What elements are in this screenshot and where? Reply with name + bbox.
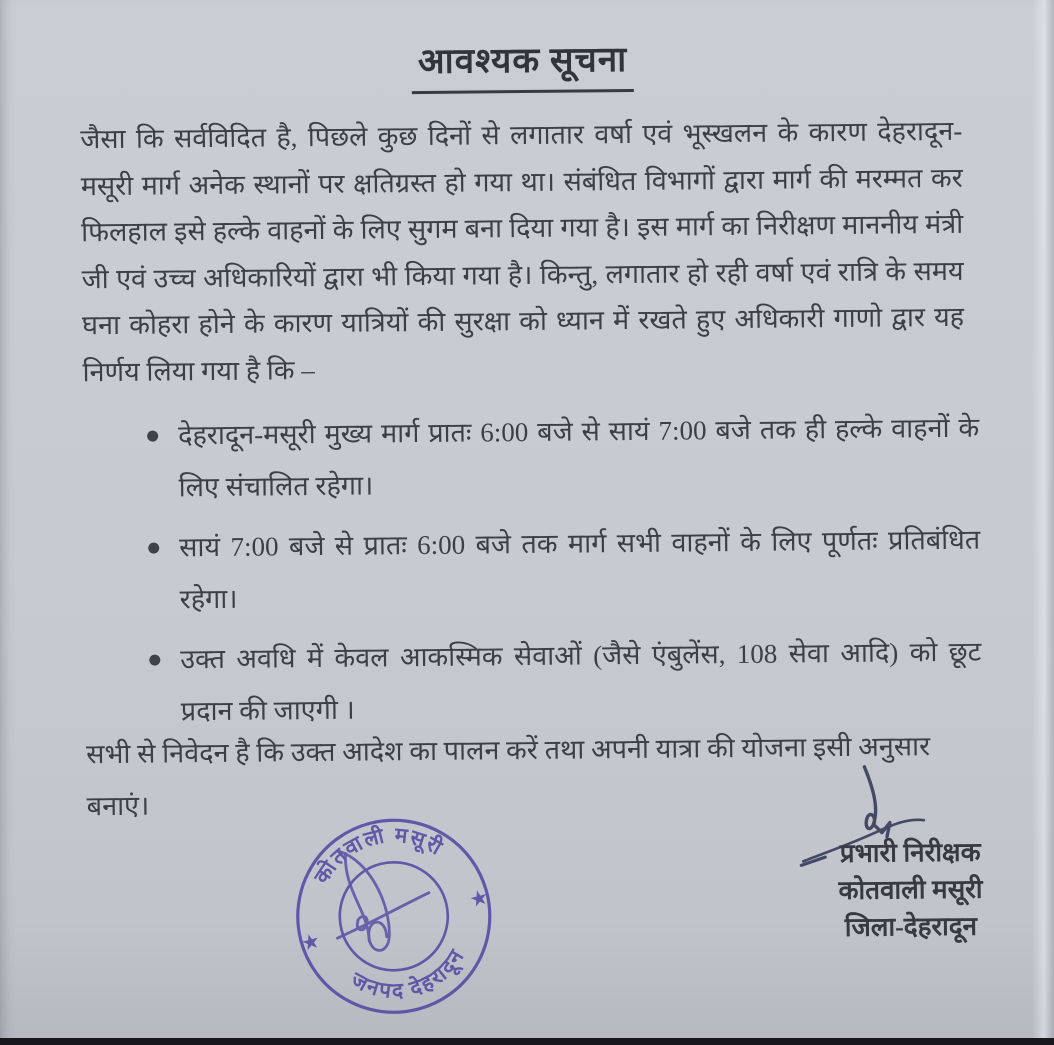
official-stamp xyxy=(273,796,515,1045)
notice-bullet-list xyxy=(145,402,982,746)
closing-paragraph: सभी से निवेदन है कि उक्त आदेश का पालन करें तथा अपनी यात्रा की योजना इसी अनुसार बनाएं। xyxy=(86,731,931,822)
signatory-designation: प्रभारी निरीक्षक xyxy=(839,837,981,869)
signatory-district: जिला-देहरादून xyxy=(844,911,978,942)
stamp-star-left-icon: ★ xyxy=(298,928,323,957)
bullet-dot-icon xyxy=(149,655,160,666)
bullet-text: उक्त अवधि में केवल आकस्मिक सेवाओं (जैसे एंबुलेंस, 108 सेवा आदि) को छूट प्रदान की जाएगी । xyxy=(180,636,982,727)
bullet-dot-icon xyxy=(148,543,159,554)
bullet-item-1 xyxy=(145,402,980,514)
bullet-dot-icon xyxy=(147,431,158,442)
bullet-text: देहरादून-मसूरी मुख्य मार्ग प्रातः 6:00 बजे से सायं 7:00 बजे तक ही हल्के वाहनों के लिए संचालित रहेगा। xyxy=(178,412,980,503)
intro-paragraph: जैसा कि सर्वविदित है, पिछले कुछ दिनों से लगातार वर्षा एवं भूस्खलन के कारण देहरादून-मसूरी मार्ग अनेक स्थानों पर क्षतिग्रस्त हो गया था। संबंधित विभागों द्वारा मार्ग की मरम्मत कर फिलहाल इसे हल्के वाहनों के लिए सुगम बना दिया गया है। इस मार्ग का निरीक्षण माननीय मंत्री जी एवं उच्च अधिकारियों द्वारा भी किया गया है। किन्तु, लगातार हो रही वर्षा एवं रात्रि के समय घना कोहरा होने के कारण यात्रियों की सुरक्षा को ध्यान में रखते हुए अधिकारी गाणो द्वार यह निर्णय लिया गया है कि – xyxy=(80,115,965,387)
stamp-star-right-icon: ★ xyxy=(466,884,492,913)
svg-text:जनपद देहरादून xyxy=(342,939,477,1016)
signature-block xyxy=(785,833,1036,946)
bullet-item-2 xyxy=(146,514,981,626)
bullet-text: सायं 7:00 बजे से प्रातः 6:00 बजे तक मार्ग सभी वाहनों के लिए पूर्णतः प्रतिबंधित रहेगा। xyxy=(179,524,981,615)
notice-title: आवश्यक सूचना xyxy=(412,35,634,94)
signatory-office: कोतवाली मसूरी xyxy=(838,874,983,906)
stamp-arc-bottom-text: जनपद देहरादून xyxy=(347,944,470,1003)
title-row xyxy=(0,31,1050,98)
stamp-arc-top-text: कोतवाली मसूरी xyxy=(309,822,448,888)
photo-bottom-edge xyxy=(0,1038,1054,1045)
